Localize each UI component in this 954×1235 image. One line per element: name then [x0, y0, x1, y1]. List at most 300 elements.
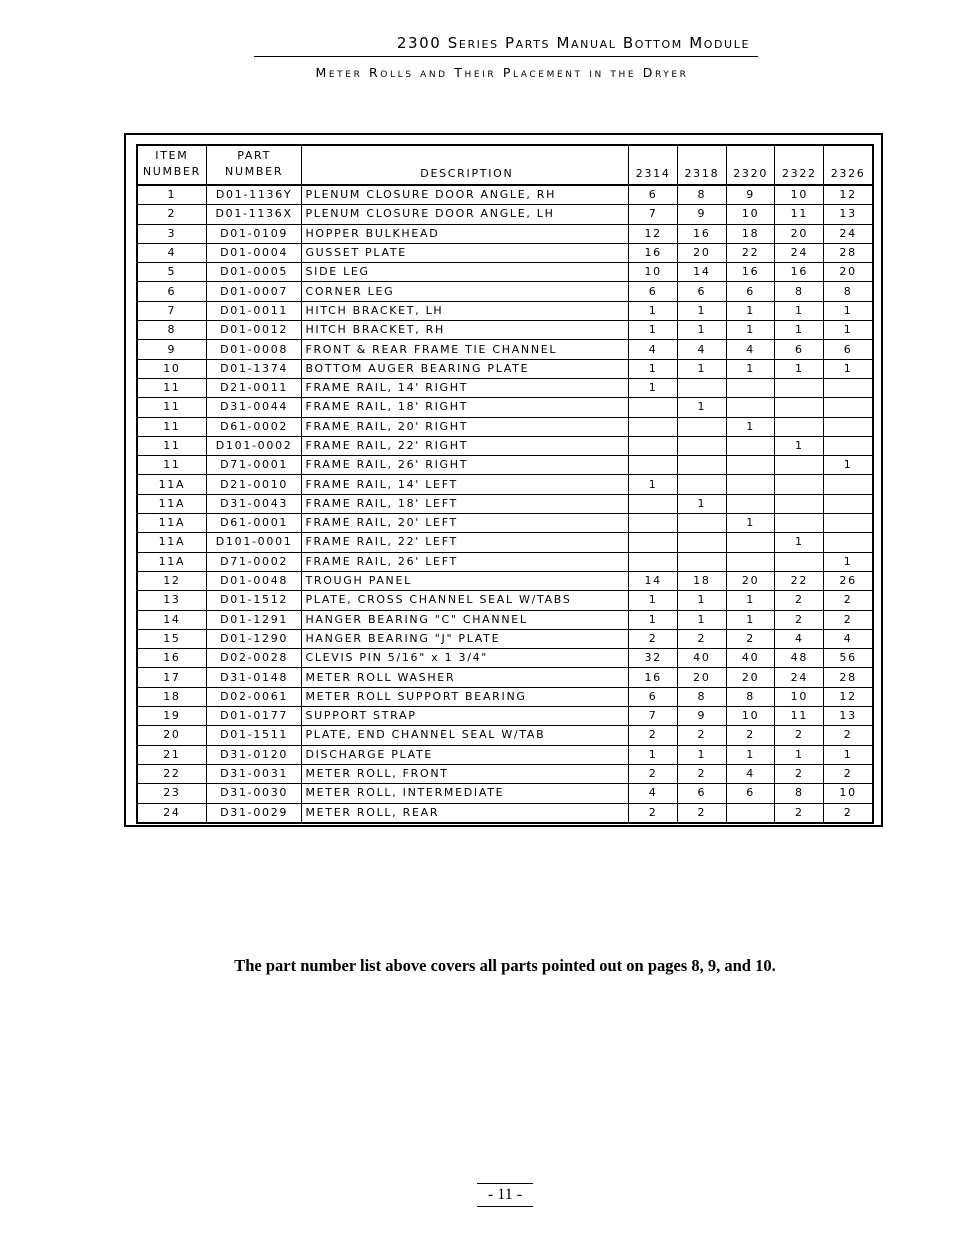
quantity-cell: [629, 417, 678, 436]
quantity-cell: 2: [726, 726, 775, 745]
quantity-cell: 13: [824, 205, 873, 224]
part-number-cell: D21-0010: [206, 475, 302, 494]
quantity-cell: [629, 436, 678, 455]
quantity-cell: [726, 378, 775, 397]
quantity-cell: 2: [678, 726, 727, 745]
quantity-cell: 22: [726, 243, 775, 262]
page-header: [254, 30, 758, 80]
table-row: [137, 533, 873, 552]
item-number-cell: 22: [137, 764, 206, 783]
quantity-cell: 6: [678, 784, 727, 803]
item-number-cell: 20: [137, 726, 206, 745]
quantity-cell: [824, 378, 873, 397]
table-row: [137, 456, 873, 475]
quantity-cell: [726, 398, 775, 417]
quantity-cell: 8: [678, 687, 727, 706]
part-number-cell: D31-0120: [206, 745, 302, 764]
quantity-cell: [726, 552, 775, 571]
part-number-cell: D31-0029: [206, 803, 302, 823]
description-cell: DISCHARGE PLATE: [302, 745, 629, 764]
quantity-cell: [824, 514, 873, 533]
quantity-cell: 20: [824, 263, 873, 282]
part-number-cell: D01-0109: [206, 224, 302, 243]
table-row: [137, 726, 873, 745]
quantity-cell: 1: [678, 745, 727, 764]
description-cell: SUPPORT STRAP: [302, 707, 629, 726]
quantity-cell: 4: [726, 764, 775, 783]
quantity-cell: 2: [629, 803, 678, 823]
quantity-cell: 20: [726, 668, 775, 687]
quantity-cell: 16: [678, 224, 727, 243]
header-part-line2: NUMBER: [225, 165, 284, 178]
table-row: [137, 629, 873, 648]
table-row: [137, 514, 873, 533]
quantity-cell: 1: [726, 321, 775, 340]
quantity-cell: 6: [678, 282, 727, 301]
quantity-cell: [775, 456, 824, 475]
quantity-cell: 11: [775, 205, 824, 224]
quantity-cell: 20: [726, 571, 775, 590]
quantity-cell: 1: [824, 359, 873, 378]
quantity-cell: 1: [726, 301, 775, 320]
quantity-cell: 1: [678, 494, 727, 513]
description-cell: HANGER BEARING "C" CHANNEL: [302, 610, 629, 629]
quantity-cell: [678, 552, 727, 571]
quantity-cell: 1: [824, 301, 873, 320]
description-cell: METER ROLL SUPPORT BEARING: [302, 687, 629, 706]
quantity-cell: 6: [629, 185, 678, 205]
quantity-cell: 2: [824, 764, 873, 783]
parts-table-body: [137, 185, 873, 823]
item-number-cell: 17: [137, 668, 206, 687]
item-number-cell: 23: [137, 784, 206, 803]
quantity-cell: 24: [775, 668, 824, 687]
quantity-cell: 1: [775, 436, 824, 455]
item-number-cell: 11A: [137, 494, 206, 513]
quantity-cell: 10: [629, 263, 678, 282]
quantity-cell: 10: [824, 784, 873, 803]
quantity-cell: 2: [824, 803, 873, 823]
quantity-cell: 2: [824, 610, 873, 629]
description-cell: FRAME RAIL, 14' RIGHT: [302, 378, 629, 397]
table-row: [137, 784, 873, 803]
quantity-cell: 4: [726, 340, 775, 359]
description-cell: FRAME RAIL, 20' RIGHT: [302, 417, 629, 436]
quantity-cell: [629, 514, 678, 533]
description-cell: FRAME RAIL, 14' LEFT: [302, 475, 629, 494]
quantity-cell: [824, 398, 873, 417]
description-cell: FRAME RAIL, 18' RIGHT: [302, 398, 629, 417]
quantity-cell: 8: [775, 784, 824, 803]
table-row: [137, 185, 873, 205]
description-cell: FRAME RAIL, 22' LEFT: [302, 533, 629, 552]
table-row: [137, 398, 873, 417]
part-number-cell: D01-0048: [206, 571, 302, 590]
quantity-cell: [824, 533, 873, 552]
parts-table: [136, 144, 874, 824]
item-number-cell: 7: [137, 301, 206, 320]
description-cell: SIDE LEG: [302, 263, 629, 282]
quantity-cell: [629, 494, 678, 513]
description-cell: GUSSET PLATE: [302, 243, 629, 262]
table-row: [137, 745, 873, 764]
table-row: [137, 301, 873, 320]
quantity-cell: 2: [678, 629, 727, 648]
part-number-cell: D31-0148: [206, 668, 302, 687]
item-number-cell: 11: [137, 436, 206, 455]
item-number-cell: 24: [137, 803, 206, 823]
quantity-cell: 18: [678, 571, 727, 590]
item-number-cell: 15: [137, 629, 206, 648]
part-number-cell: D01-0011: [206, 301, 302, 320]
quantity-cell: 10: [726, 707, 775, 726]
table-row: [137, 494, 873, 513]
quantity-cell: 1: [726, 359, 775, 378]
part-number-cell: D31-0031: [206, 764, 302, 783]
quantity-cell: 10: [726, 205, 775, 224]
description-cell: HITCH BRACKET, RH: [302, 321, 629, 340]
quantity-cell: [678, 456, 727, 475]
item-number-cell: 2: [137, 205, 206, 224]
item-number-cell: 11A: [137, 514, 206, 533]
quantity-cell: 2: [775, 591, 824, 610]
description-cell: PLENUM CLOSURE DOOR ANGLE, LH: [302, 205, 629, 224]
description-cell: PLENUM CLOSURE DOOR ANGLE, RH: [302, 185, 629, 205]
part-number-cell: D01-1511: [206, 726, 302, 745]
quantity-cell: 56: [824, 649, 873, 668]
part-number-cell: D31-0030: [206, 784, 302, 803]
quantity-cell: 1: [824, 456, 873, 475]
header-part-line1: PART: [237, 149, 272, 162]
page-number: - 11 -: [477, 1183, 533, 1207]
description-cell: PLATE, CROSS CHANNEL SEAL W/TABS: [302, 591, 629, 610]
quantity-cell: [629, 398, 678, 417]
item-number-cell: 6: [137, 282, 206, 301]
quantity-cell: 9: [678, 205, 727, 224]
quantity-cell: 1: [726, 514, 775, 533]
table-row: [137, 263, 873, 282]
table-row: [137, 205, 873, 224]
item-number-cell: 4: [137, 243, 206, 262]
quantity-cell: 8: [775, 282, 824, 301]
quantity-cell: 9: [678, 707, 727, 726]
quantity-cell: [726, 475, 775, 494]
quantity-cell: 24: [824, 224, 873, 243]
quantity-cell: 2: [824, 591, 873, 610]
item-number-cell: 8: [137, 321, 206, 340]
quantity-cell: 11: [775, 707, 824, 726]
part-number-cell: D01-1512: [206, 591, 302, 610]
table-row: [137, 378, 873, 397]
quantity-cell: 20: [775, 224, 824, 243]
header-item-number: [137, 145, 206, 185]
quantity-cell: 6: [775, 340, 824, 359]
quantity-cell: [678, 417, 727, 436]
quantity-cell: 1: [629, 745, 678, 764]
quantity-cell: 1: [629, 359, 678, 378]
table-row: [137, 552, 873, 571]
quantity-cell: [775, 398, 824, 417]
quantity-cell: [678, 378, 727, 397]
parts-table-header: [137, 145, 873, 185]
table-row: [137, 243, 873, 262]
part-number-cell: D02-0028: [206, 649, 302, 668]
quantity-cell: 13: [824, 707, 873, 726]
quantity-cell: 1: [726, 745, 775, 764]
header-row: [137, 145, 873, 185]
header-rule: [254, 56, 758, 57]
quantity-cell: 22: [775, 571, 824, 590]
table-row: [137, 359, 873, 378]
quantity-cell: 1: [775, 745, 824, 764]
quantity-cell: 40: [678, 649, 727, 668]
quantity-cell: [775, 514, 824, 533]
table-row: [137, 282, 873, 301]
description-cell: FRAME RAIL, 20' LEFT: [302, 514, 629, 533]
item-number-cell: 3: [137, 224, 206, 243]
quantity-cell: 20: [678, 668, 727, 687]
table-row: [137, 649, 873, 668]
description-cell: METER ROLL WASHER: [302, 668, 629, 687]
quantity-cell: 9: [726, 185, 775, 205]
table-row: [137, 417, 873, 436]
part-number-cell: D61-0001: [206, 514, 302, 533]
quantity-cell: 16: [775, 263, 824, 282]
header-item-line1: ITEM: [155, 149, 189, 162]
description-cell: METER ROLL, FRONT: [302, 764, 629, 783]
quantity-cell: 12: [824, 185, 873, 205]
part-number-cell: D101-0002: [206, 436, 302, 455]
item-number-cell: 13: [137, 591, 206, 610]
quantity-cell: 1: [629, 591, 678, 610]
quantity-cell: 2: [824, 726, 873, 745]
part-number-cell: D01-1136Y: [206, 185, 302, 205]
quantity-cell: [726, 803, 775, 823]
quantity-cell: 20: [678, 243, 727, 262]
quantity-cell: 10: [775, 687, 824, 706]
item-number-cell: 11: [137, 456, 206, 475]
description-cell: CLEVIS PIN 5/16" x 1 3/4": [302, 649, 629, 668]
quantity-cell: 2: [775, 764, 824, 783]
parts-table-frame: [124, 133, 883, 827]
quantity-cell: [678, 436, 727, 455]
quantity-cell: [678, 514, 727, 533]
quantity-cell: 14: [629, 571, 678, 590]
quantity-cell: 4: [629, 340, 678, 359]
quantity-cell: [775, 378, 824, 397]
manual-title: 2300 Series Parts Manual Bottom Module: [396, 34, 750, 52]
header-part-number: [206, 145, 302, 185]
quantity-cell: 10: [775, 185, 824, 205]
quantity-cell: 1: [678, 398, 727, 417]
item-number-cell: 11: [137, 378, 206, 397]
item-number-cell: 18: [137, 687, 206, 706]
item-number-cell: 11A: [137, 533, 206, 552]
header-model-2322: 2322: [775, 145, 824, 185]
quantity-cell: 6: [726, 282, 775, 301]
quantity-cell: [726, 456, 775, 475]
description-cell: METER ROLL, INTERMEDIATE: [302, 784, 629, 803]
quantity-cell: [629, 552, 678, 571]
quantity-cell: [678, 475, 727, 494]
quantity-cell: [775, 417, 824, 436]
quantity-cell: 4: [629, 784, 678, 803]
table-row: [137, 803, 873, 823]
quantity-cell: [775, 494, 824, 513]
description-cell: HOPPER BULKHEAD: [302, 224, 629, 243]
quantity-cell: 1: [775, 359, 824, 378]
item-number-cell: 11A: [137, 475, 206, 494]
quantity-cell: 7: [629, 707, 678, 726]
part-number-cell: D01-0004: [206, 243, 302, 262]
quantity-cell: 1: [775, 301, 824, 320]
part-number-cell: D01-0005: [206, 263, 302, 282]
quantity-cell: [775, 552, 824, 571]
table-row: [137, 687, 873, 706]
item-number-cell: 21: [137, 745, 206, 764]
item-number-cell: 1: [137, 185, 206, 205]
part-number-cell: D61-0002: [206, 417, 302, 436]
part-number-cell: D01-0012: [206, 321, 302, 340]
item-number-cell: 12: [137, 571, 206, 590]
item-number-cell: 16: [137, 649, 206, 668]
description-cell: FRAME RAIL, 26' RIGHT: [302, 456, 629, 475]
quantity-cell: 6: [629, 282, 678, 301]
quantity-cell: 6: [629, 687, 678, 706]
description-cell: HANGER BEARING "J" PLATE: [302, 629, 629, 648]
quantity-cell: 32: [629, 649, 678, 668]
quantity-cell: 1: [775, 533, 824, 552]
quantity-cell: 2: [775, 726, 824, 745]
quantity-cell: 1: [678, 321, 727, 340]
description-cell: CORNER LEG: [302, 282, 629, 301]
table-row: [137, 224, 873, 243]
quantity-cell: 1: [629, 610, 678, 629]
quantity-cell: 1: [629, 321, 678, 340]
quantity-cell: 4: [775, 629, 824, 648]
part-number-cell: D01-1374: [206, 359, 302, 378]
quantity-cell: 1: [629, 301, 678, 320]
quantity-cell: 40: [726, 649, 775, 668]
part-number-cell: D02-0061: [206, 687, 302, 706]
part-number-cell: D01-1291: [206, 610, 302, 629]
quantity-cell: 4: [824, 629, 873, 648]
quantity-cell: 16: [726, 263, 775, 282]
part-number-cell: D71-0001: [206, 456, 302, 475]
item-number-cell: 9: [137, 340, 206, 359]
quantity-cell: 16: [629, 243, 678, 262]
description-cell: FRONT & REAR FRAME TIE CHANNEL: [302, 340, 629, 359]
quantity-cell: 2: [629, 764, 678, 783]
quantity-cell: 48: [775, 649, 824, 668]
quantity-cell: 24: [775, 243, 824, 262]
quantity-cell: 2: [775, 610, 824, 629]
quantity-cell: 28: [824, 243, 873, 262]
quantity-cell: 1: [678, 591, 727, 610]
header-model-2326: 2326: [824, 145, 873, 185]
description-cell: METER ROLL, REAR: [302, 803, 629, 823]
part-number-cell: D01-0177: [206, 707, 302, 726]
part-number-cell: D31-0044: [206, 398, 302, 417]
part-number-cell: D101-0001: [206, 533, 302, 552]
table-row: [137, 571, 873, 590]
description-cell: TROUGH PANEL: [302, 571, 629, 590]
part-number-cell: D01-1290: [206, 629, 302, 648]
description-cell: PLATE, END CHANNEL SEAL W/TAB: [302, 726, 629, 745]
quantity-cell: 6: [824, 340, 873, 359]
part-number-cell: D01-0007: [206, 282, 302, 301]
part-number-cell: D21-0011: [206, 378, 302, 397]
quantity-cell: 1: [775, 321, 824, 340]
quantity-cell: 6: [726, 784, 775, 803]
table-row: [137, 436, 873, 455]
quantity-cell: 12: [629, 224, 678, 243]
quantity-cell: [824, 494, 873, 513]
quantity-cell: 2: [678, 803, 727, 823]
quantity-cell: 1: [726, 591, 775, 610]
part-number-cell: D31-0043: [206, 494, 302, 513]
quantity-cell: 1: [678, 359, 727, 378]
item-number-cell: 11: [137, 417, 206, 436]
header-description: DESCRIPTION: [302, 145, 629, 185]
part-number-cell: D01-1136X: [206, 205, 302, 224]
quantity-cell: 8: [726, 687, 775, 706]
quantity-cell: 2: [678, 764, 727, 783]
quantity-cell: [824, 417, 873, 436]
quantity-cell: 1: [678, 610, 727, 629]
quantity-cell: 7: [629, 205, 678, 224]
item-number-cell: 11A: [137, 552, 206, 571]
quantity-cell: 2: [629, 726, 678, 745]
table-row: [137, 321, 873, 340]
description-cell: BOTTOM AUGER BEARING PLATE: [302, 359, 629, 378]
description-cell: HITCH BRACKET, LH: [302, 301, 629, 320]
quantity-cell: 1: [726, 610, 775, 629]
quantity-cell: 2: [775, 803, 824, 823]
header-item-line2: NUMBER: [142, 165, 201, 178]
table-row: [137, 591, 873, 610]
header-model-2314: 2314: [629, 145, 678, 185]
quantity-cell: 14: [678, 263, 727, 282]
quantity-cell: 12: [824, 687, 873, 706]
quantity-cell: 16: [629, 668, 678, 687]
quantity-cell: [629, 456, 678, 475]
quantity-cell: 26: [824, 571, 873, 590]
quantity-cell: 2: [726, 629, 775, 648]
quantity-cell: [824, 436, 873, 455]
footnote: The part number list above covers all parts pointed out on pages 8, 9, and 10.: [234, 956, 776, 975]
quantity-cell: 1: [629, 475, 678, 494]
quantity-cell: 1: [726, 417, 775, 436]
quantity-cell: 1: [678, 301, 727, 320]
item-number-cell: 10: [137, 359, 206, 378]
quantity-cell: [629, 533, 678, 552]
quantity-cell: 28: [824, 668, 873, 687]
quantity-cell: [824, 475, 873, 494]
quantity-cell: 8: [824, 282, 873, 301]
quantity-cell: [726, 436, 775, 455]
description-cell: FRAME RAIL, 18' LEFT: [302, 494, 629, 513]
quantity-cell: 2: [629, 629, 678, 648]
description-cell: FRAME RAIL, 26' LEFT: [302, 552, 629, 571]
header-model-2320: 2320: [726, 145, 775, 185]
quantity-cell: [726, 533, 775, 552]
table-row: [137, 475, 873, 494]
table-row: [137, 610, 873, 629]
description-cell: FRAME RAIL, 22' RIGHT: [302, 436, 629, 455]
table-row: [137, 340, 873, 359]
item-number-cell: 5: [137, 263, 206, 282]
